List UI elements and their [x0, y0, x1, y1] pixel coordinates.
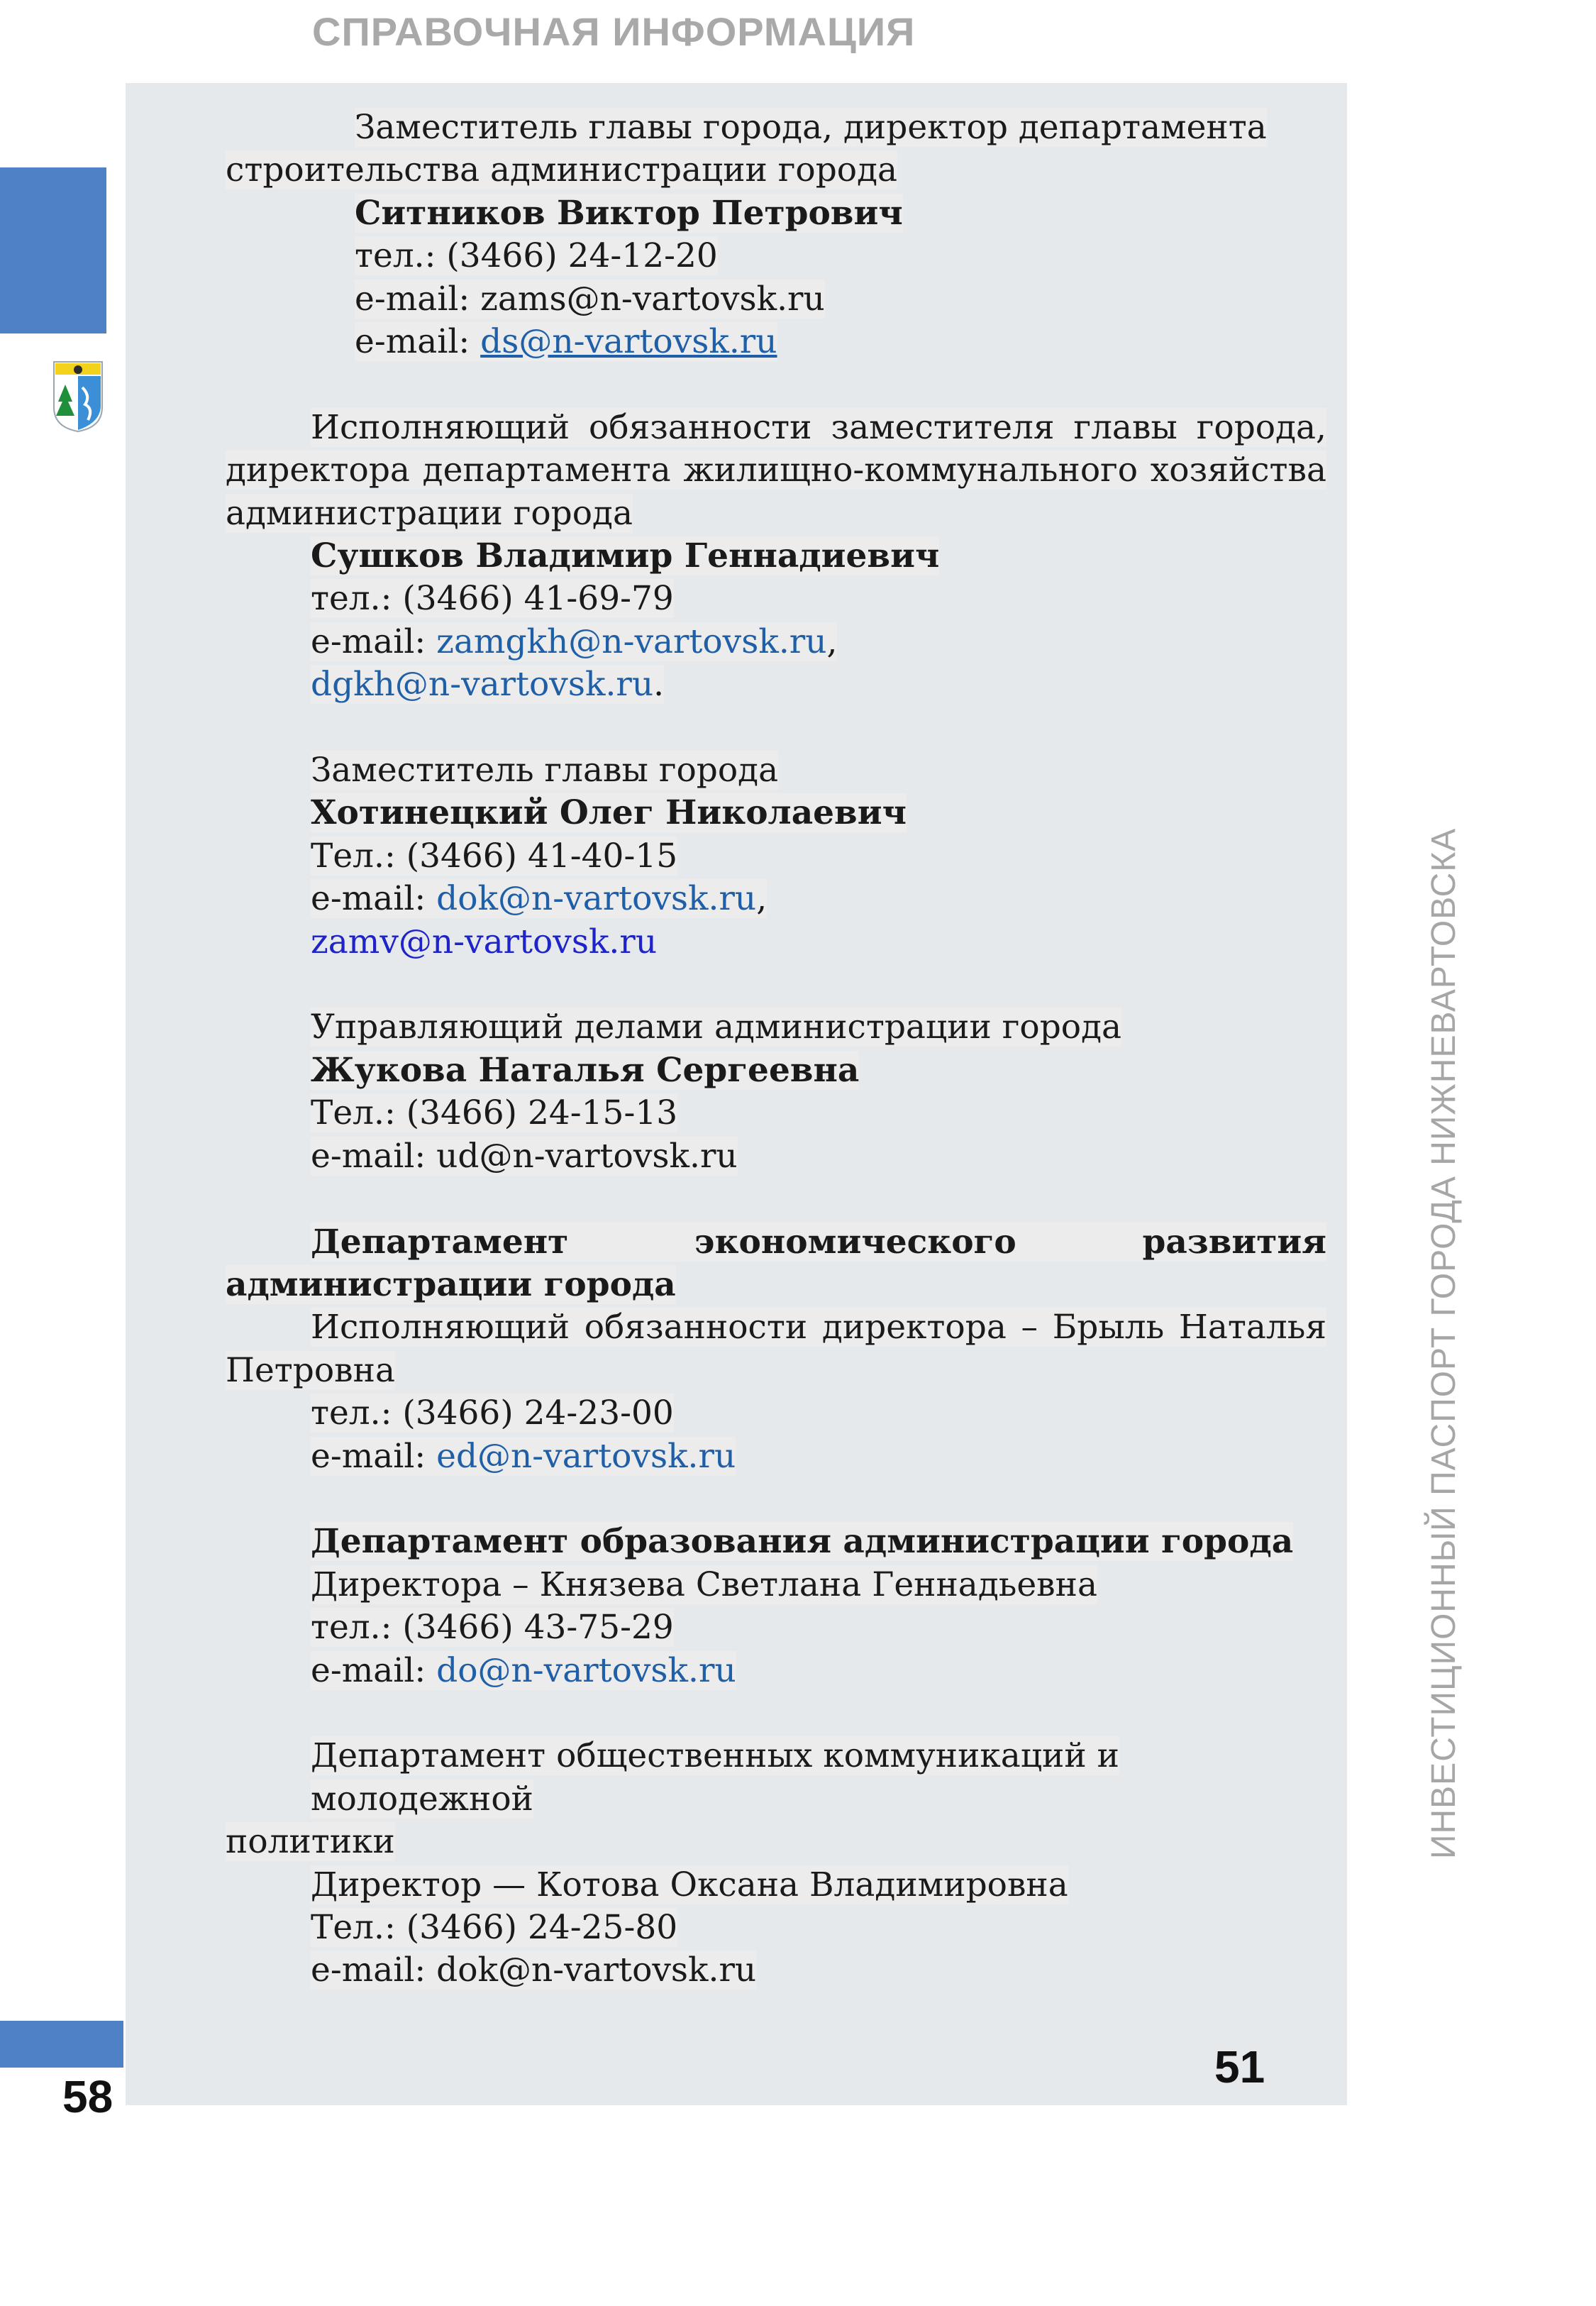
- position-text: Заместитель главы города: [311, 751, 779, 790]
- separator: ,: [826, 622, 838, 661]
- email-link-dok[interactable]: dok@n-vartovsk.ru: [436, 879, 757, 919]
- position-text: Заместитель главы города, директор департамента: [355, 108, 1267, 147]
- phone-text: Тел.: (3466) 24-25-80: [311, 1907, 678, 1947]
- department-title: Департамент экономического развития: [311, 1222, 1326, 1262]
- email-label: e-mail:: [311, 1436, 437, 1476]
- section-header: СПРАВОЧНАЯ ИНФОРМАЦИЯ: [312, 9, 916, 54]
- contact-block-housing: [226, 407, 1326, 707]
- page-number-right: 51: [1214, 2041, 1265, 2092]
- director-text: Исполняющий обязанности директора – Брыль Наталья Петровна: [226, 1308, 1326, 1390]
- phone-text: Тел.: (3466) 41-40-15: [311, 836, 678, 876]
- phone-text: тел.: (3466) 41-69-79: [311, 579, 674, 619]
- email-text: e-mail: ud@n-vartovsk.ru: [311, 1136, 738, 1176]
- contact-list: [226, 106, 1326, 1992]
- email-link-ds[interactable]: ds@n-vartovsk.ru: [480, 322, 777, 362]
- email-link-dgkh[interactable]: dgkh@n-vartovsk.ru: [311, 665, 654, 705]
- side-running-title: ИНВЕСТИЦИОННЫЙ ПАСПОРТ ГОРОДА НИЖНЕВАРТОВСКА: [1425, 827, 1463, 1859]
- contact-block-administration: [226, 1006, 1326, 1178]
- director-text: Директор — Котова Оксана Владимировна: [311, 1865, 1068, 1904]
- email-label: e-mail:: [311, 879, 437, 919]
- phone-text: Тел.: (3466) 24-15-13: [311, 1093, 678, 1133]
- separator: .: [653, 665, 665, 705]
- email-link-zamgkh[interactable]: zamgkh@n-vartovsk.ru: [436, 622, 827, 661]
- contact-block-communications: [226, 1735, 1326, 1992]
- email-link-ed[interactable]: ed@n-vartovsk.ru: [436, 1436, 736, 1476]
- phone-text: тел.: (3466) 24-23-00: [311, 1394, 674, 1433]
- department-title: Департамент образования администрации города: [311, 1522, 1294, 1562]
- position-text: Управляющий делами администрации города: [311, 1008, 1122, 1047]
- email-label: e-mail:: [355, 279, 481, 319]
- accent-tab: [0, 167, 106, 333]
- phone-text: тел.: (3466) 24-12-20: [355, 236, 718, 276]
- position-text-cont: строительства администрации города: [226, 150, 898, 190]
- email-label: e-mail:: [311, 1650, 437, 1690]
- person-name: Хотинецкий Олег Николаевич: [311, 793, 907, 833]
- email-link-zamv[interactable]: zamv@n-vartovsk.ru: [311, 922, 658, 961]
- email-label: e-mail:: [311, 622, 437, 661]
- person-name: Ситников Виктор Петрович: [355, 193, 903, 233]
- position-text: Исполняющий обязанности заместителя главы города, директора департамента жилищно-коммунального хозяйства администрации города: [226, 407, 1326, 533]
- department-title: Департамент общественных коммуникаций и молодежной: [311, 1736, 1119, 1819]
- phone-text: тел.: (3466) 43-75-29: [311, 1608, 674, 1648]
- page-number-left: 58: [62, 2071, 113, 2122]
- email-text: zams@n-vartovsk.ru: [480, 279, 825, 319]
- department-title-cont: политики: [226, 1822, 395, 1862]
- contact-block-economy: [226, 1221, 1326, 1478]
- email-text: e-mail: dok@n-vartovsk.ru: [311, 1951, 757, 1990]
- person-name: Сушков Владимир Геннадиевич: [311, 536, 940, 576]
- city-coat-of-arms-icon: [51, 359, 105, 433]
- director-text: Директора – Князева Светлана Геннадьевна: [311, 1565, 1097, 1604]
- person-name: Жукова Наталья Сергеевна: [311, 1050, 860, 1090]
- department-title-cont: администрации города: [226, 1264, 676, 1304]
- contact-block-education: [226, 1521, 1326, 1692]
- separator: ,: [756, 879, 767, 919]
- page-marker-tab: [0, 2021, 123, 2068]
- email-link-do[interactable]: do@n-vartovsk.ru: [436, 1650, 736, 1690]
- email-label: e-mail:: [355, 322, 481, 362]
- contact-block-construction: [226, 106, 1326, 363]
- contact-block-deputy: [226, 749, 1326, 964]
